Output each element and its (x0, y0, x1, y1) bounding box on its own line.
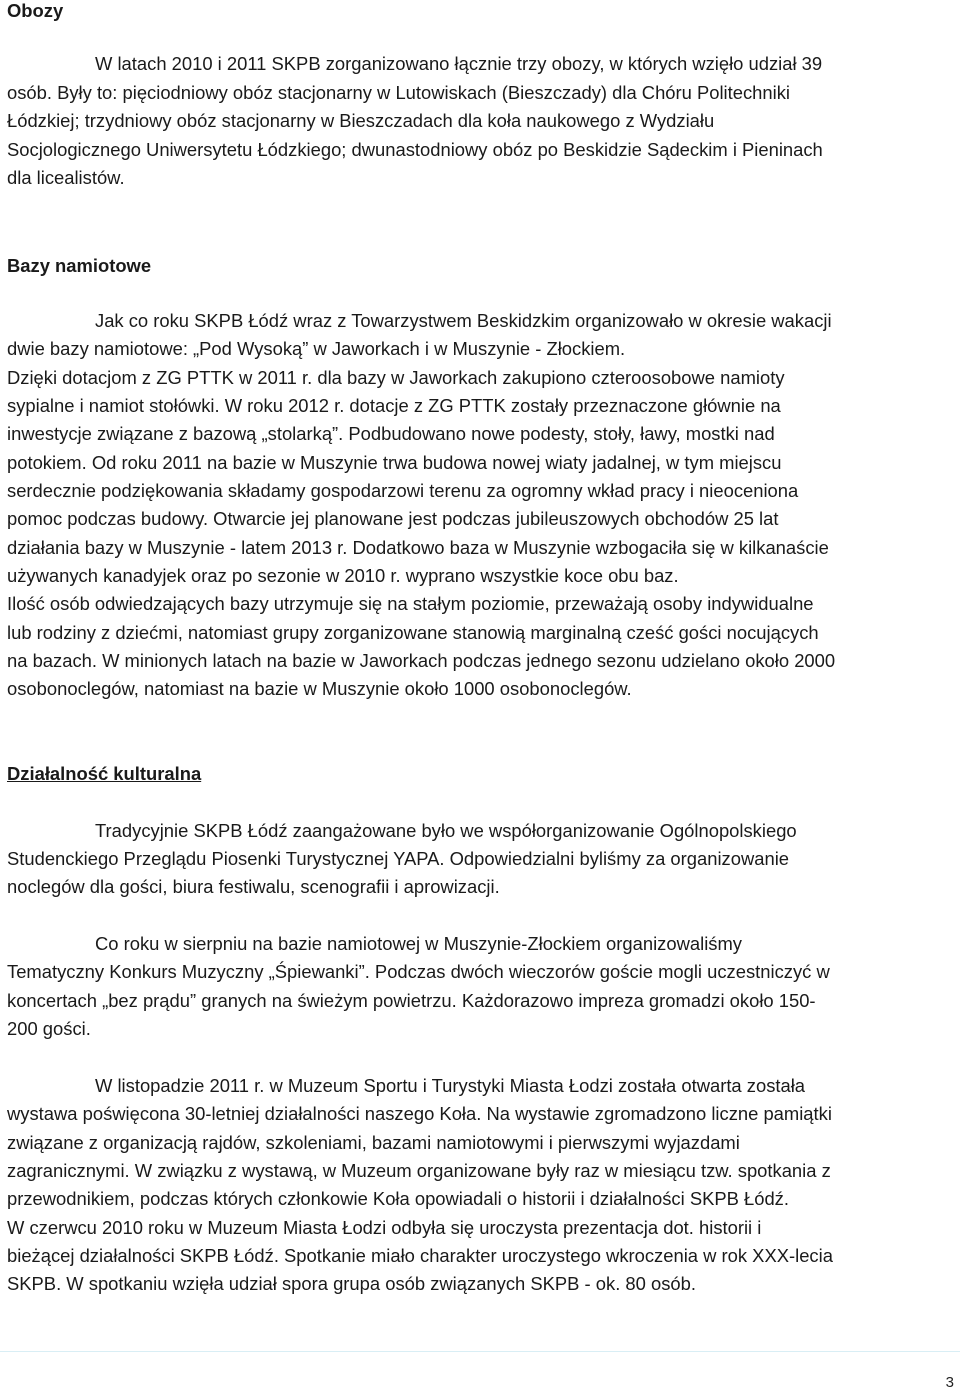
text-line: Studenckiego Przeglądu Piosenki Turystycznej YAPA. Odpowiedzialni byliśmy za organizowanie (7, 848, 790, 869)
text-line: Łódzkiej; trzydniowy obóz stacjonarny w Bieszczadach dla koła naukowego z Wydziału (7, 110, 715, 131)
text-line: 200 gości. (7, 1018, 91, 1039)
text-line: koncertach „bez prądu” granych na świeżym powietrzu. Każdorazowo impreza gromadzi około 150- (7, 990, 816, 1011)
text-line: działania bazy w Muszynie - latem 2013 r. Dodatkowo baza w Muszynie wzbogaciła się w kilkanaście (7, 537, 829, 558)
text-line: na bazach. W minionych latach na bazie w Jaworkach podczas jednego sezonu udzielano około 2000 (7, 650, 836, 671)
text-line: lub rodziny z dziećmi, natomiast grupy zorganizowane stanowią marginalną cześć gości nocujących (7, 622, 819, 643)
text-line: W latach 2010 i 2011 SKPB zorganizowano łącznie trzy obozy, w których wzięło udział 39 (95, 53, 823, 74)
text-line: pomoc podczas budowy. Otwarcie jej planowane jest podczas jubileuszowych obchodów 25 lat (7, 508, 779, 529)
text-line: Ilość osób odwiedzających bazy utrzymuje się na stałym poziomie, przeważają osoby indywidualne (7, 593, 814, 614)
text-line: W listopadzie 2011 r. w Muzeum Sportu i Turystyki Miasta Łodzi została otwarta została (95, 1075, 806, 1096)
text-line: noclegów dla gości, biura festiwalu, scenografii i aprowizacji. (7, 876, 500, 897)
text-line: Co roku w sierpniu na bazie namiotowej w Muszynie-Złockiem organizowaliśmy (95, 933, 742, 954)
text-line: osób. Były to: pięciodniowy obóz stacjonarny w Lutowiskach (Bieszczady) dla Chóru Politechniki (7, 82, 791, 103)
text-line: używanych kanadyjek oraz po sezonie w 2010 r. wyprano wszystkie koce obu baz. (7, 565, 679, 586)
heading-obozy: Obozy (7, 0, 64, 21)
text-line: SKPB. W spotkaniu wzięła udział spora grupa osób związanych SKPB - ok. 80 osób. (7, 1273, 696, 1294)
text-line: przewodnikiem, podczas których członkowie Koła opowiadali o historii i działalności SKPB Łódź. (7, 1188, 789, 1209)
text-line: W czerwcu 2010 roku w Muzeum Miasta Łodzi odbyła się uroczysta prezentacja dot. historii i (7, 1217, 762, 1238)
text-line: dwie bazy namiotowe: „Pod Wysoką” w Jaworkach i w Muszynie - Złockiem. (7, 338, 626, 359)
text-line: bieżącej działalności SKPB Łódź. Spotkanie miało charakter uroczystego wkroczenia w rok XXX-lecia (7, 1245, 833, 1266)
text-line: osobonoclegów, natomiast na bazie w Muszynie około 1000 osobonoclegów. (7, 678, 632, 699)
heading-dzialalnosc-kulturalna: Działalność kulturalna (7, 763, 202, 784)
page-number: 3 (945, 1374, 954, 1391)
text-line: potokiem. Od roku 2011 na bazie w Muszynie trwa budowa nowej wiaty jadalnej, w tym miejscu (7, 452, 782, 473)
footer-divider (0, 1351, 960, 1352)
text-line: inwestycje związane z bazową „stolarką”. Podbudowano nowe podesty, stoły, ławy, mostki nad (7, 423, 775, 444)
text-line: Dzięki dotacjom z ZG PTTK w 2011 r. dla bazy w Jaworkach zakupiono czteroosobowe namioty (7, 367, 785, 388)
text-line: dla licealistów. (7, 167, 125, 188)
text-line: serdecznie podziękowania składamy gospodarzowi terenu za ogromny wkład pracy i nieoceniona (7, 480, 799, 501)
text-line: wystawa poświęcona 30-letniej działalności naszego Koła. Na wystawie zgromadzono liczne pamiątki (7, 1103, 832, 1124)
text-line: Jak co roku SKPB Łódź wraz z Towarzystwem Beskidzkim organizowało w okresie wakacji (95, 310, 832, 331)
text-line: Tematyczny Konkurs Muzyczny „Śpiewanki”. Podczas dwóch wieczorów goście mogli uczestniczyć w (7, 961, 830, 982)
text-line: związane z organizacją rajdów, szkoleniami, bazami namiotowymi i pierwszymi wyjazdami (7, 1132, 740, 1153)
text-line: zagranicznymi. W związku z wystawą, w Muzeum organizowane były raz w miesiącu tzw. spotkania z (7, 1160, 831, 1181)
text-line: Tradycyjnie SKPB Łódź zaangażowane było we współorganizowanie Ogólnopolskiego (95, 820, 797, 841)
heading-bazy-namiotowe: Bazy namiotowe (7, 255, 152, 276)
text-line: Socjologicznego Uniwersytetu Łódzkiego; dwunastodniowy obóz po Beskidzie Sądeckim i Pieninach (7, 139, 823, 160)
text-line: sypialne i namiot stołówki. W roku 2012 r. dotacje z ZG PTTK zostały przeznaczone głównie na (7, 395, 781, 416)
